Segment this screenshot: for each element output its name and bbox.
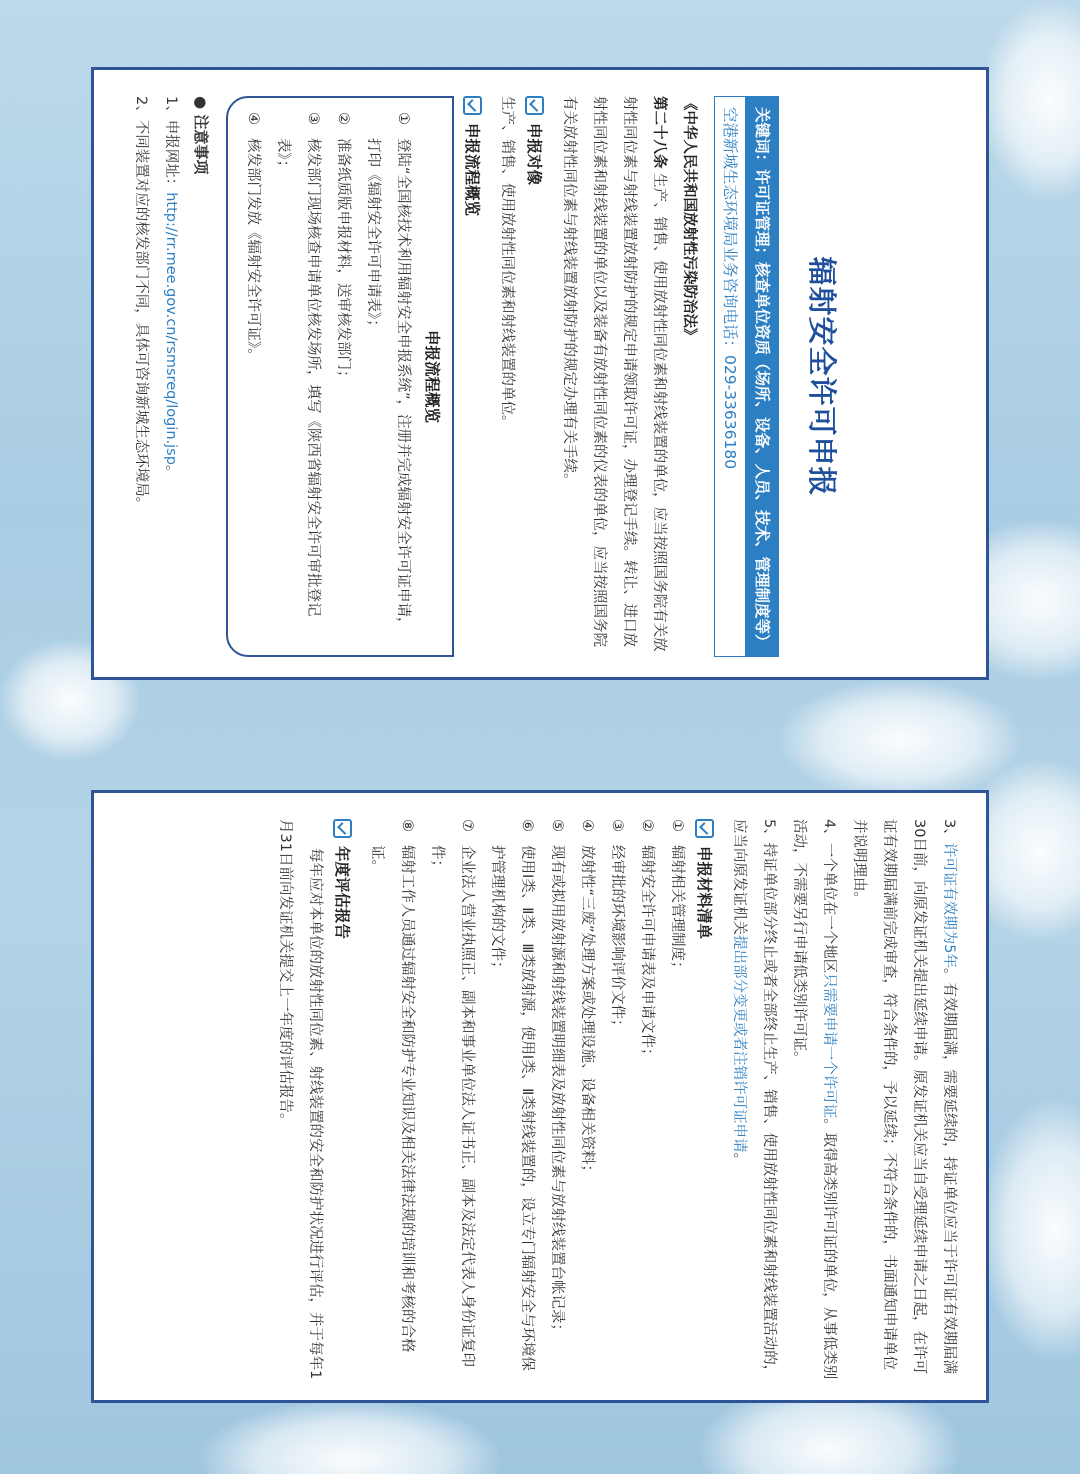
section-target-title: 申报对像 bbox=[525, 123, 543, 186]
p5-text: 5、持证单位部分终止或者全部终止生产、销售、使用放射性同位素和射线装置活动的，应当向原发证机关 bbox=[731, 819, 777, 1380]
material-item bbox=[362, 819, 422, 1380]
material-text: 使用Ⅰ类、Ⅱ类、Ⅲ类放射源，使用Ⅰ类、Ⅱ类射线装置的，设立专门辐射安全与环境保护管理机构的文件； bbox=[489, 845, 535, 1371]
flow-item bbox=[238, 112, 268, 641]
material-num: ① bbox=[669, 819, 685, 832]
material-text: 经审批的环境影响评价文件； bbox=[609, 845, 625, 1034]
section-annual bbox=[332, 819, 354, 1380]
material-num: ⑧ bbox=[399, 819, 415, 832]
p3-text: 。有效期届满，需要延续的，持证单位应当于许可证有效期届满30日前，向原发证机关提出延续申请。原发证机关应当自受理延续申请之日起，在许可证有效期届满前完成审查，符合条件的，予以延续；不符合条件的，书面通知申请单位并说明理由。 bbox=[851, 819, 957, 1374]
section-flow-title: 申报流程概览 bbox=[463, 123, 481, 217]
check-box-icon bbox=[696, 819, 715, 838]
flow-item bbox=[268, 112, 328, 641]
flow-item bbox=[328, 112, 358, 641]
material-item bbox=[482, 819, 542, 1380]
annual-text: 每年应对本单位的放射性同位素、射线装置的安全和防护状况进行评估，并于每年1月31日前向发证机关提交上一年度的评估报告。 bbox=[277, 819, 323, 1380]
note-2: 2、不同装置对应的核发部门不同，具体可咨询新城生态环境局。 bbox=[133, 96, 149, 512]
material-num: ③ bbox=[609, 819, 625, 832]
flow-item-num: ④ bbox=[245, 112, 261, 125]
check-box-icon bbox=[526, 96, 545, 115]
material-text: 辐射安全许可申请表及申请文件； bbox=[639, 845, 655, 1063]
material-item bbox=[632, 819, 662, 1380]
flow-item-num: ② bbox=[335, 112, 351, 125]
check-box-icon bbox=[334, 819, 353, 838]
notes-title: 注意事项 bbox=[192, 114, 210, 175]
flow-box-title: 申报流程概览 bbox=[423, 329, 441, 423]
material-num: ② bbox=[639, 819, 655, 832]
section-materials bbox=[694, 819, 716, 1380]
material-num: ⑥ bbox=[519, 819, 535, 832]
flow-item-num: ① bbox=[395, 112, 411, 125]
material-text: 辐射相关管理制度； bbox=[669, 845, 685, 976]
panel-permit-application bbox=[91, 67, 989, 680]
law-title: 《中华人民共和国放射性污染防治法》 bbox=[681, 96, 697, 343]
p3-highlight: 许可证有效期为5年 bbox=[941, 842, 957, 968]
flow-item-text: 登陆“全国核技术利用辐射安全申报系统”，注册并完成辐射安全许可证申请，打印《辐射安全许可申请表》； bbox=[365, 138, 411, 632]
application-url-link[interactable]: http://rr.mee.gov.cn/rsmsreq/login.jsp bbox=[163, 192, 179, 465]
article-text: 生产、销售、使用放射性同位素和射线装置的单位，应当按照国务院有关放射性同位素与射线装置放射防护的规定申请领取许可证，办理登记手续。转让、进口放射性同位素和射线装置的单位以及装备有放射性同位素的仪表的单位，应当按照国务院有关放射性同位素与射线装置放射防护的规定办理有关手续。 bbox=[561, 96, 667, 652]
material-num: ⑤ bbox=[549, 819, 565, 832]
material-item bbox=[422, 819, 482, 1380]
flow-box bbox=[226, 96, 454, 657]
material-item bbox=[542, 819, 572, 1380]
p4-text: 。取得高类别许可证的单位，从事低类别活动，不需要另行申请低类别许可证。 bbox=[791, 819, 837, 1380]
p5-suffix: 。 bbox=[731, 1152, 747, 1167]
material-text: 企业法人营业执照正、副本和事业单位法人证书正、副本及法定代表人身份证复印件； bbox=[429, 845, 475, 1367]
section-target-text: 生产、销售、使用放射性同位素和射线装置的单位。 bbox=[499, 96, 515, 430]
section-target bbox=[524, 96, 546, 657]
material-item bbox=[662, 819, 692, 1380]
article-label: 第二十八条 bbox=[651, 96, 667, 169]
material-num: ④ bbox=[579, 819, 595, 832]
flow-item-text: 核发部门发放《辐射安全许可证》。 bbox=[245, 138, 261, 363]
flow-item-num: ③ bbox=[305, 112, 321, 125]
material-item bbox=[602, 819, 632, 1380]
section-materials-title: 申报材料清单 bbox=[695, 846, 713, 940]
note-1-prefix: 1、申报网址： bbox=[163, 96, 179, 193]
material-item bbox=[572, 819, 602, 1380]
flow-item-text: 核发部门现场核查申请单位核发场所，填写《陕西省辐射安全许可审批登记表》； bbox=[275, 138, 321, 617]
flow-item-text: 准备纸质版申报材料，送审核发部门； bbox=[335, 138, 351, 385]
panel-permit-details bbox=[91, 790, 989, 1403]
paragraph-5 bbox=[724, 819, 784, 1380]
material-text: 现有或拟用放射源和射线装置明细表及放射性同位素与放射线装置台帐记录； bbox=[549, 845, 565, 1338]
material-text: 放射性“三废”处理方案或处理设施、设备相关资料； bbox=[579, 845, 595, 1180]
flow-item bbox=[358, 112, 418, 641]
note-1-suffix: 。 bbox=[163, 464, 179, 480]
keywords-banner: 关键词：许可证管理；核查单位资质（场所、设备、人员、技术、管理制度等） bbox=[745, 96, 779, 657]
section-flow bbox=[462, 96, 484, 657]
check-box-icon bbox=[464, 96, 483, 115]
section-annual-title: 年度评估报告 bbox=[333, 846, 351, 940]
p5-highlight: 提出部分变更或者注销许可证申请 bbox=[731, 935, 747, 1153]
paragraph-4 bbox=[784, 819, 844, 1380]
page-title: 辐射安全许可申报 bbox=[805, 256, 839, 497]
material-text: 辐射工作人员通过辐射安全和防护专业知识及相关法律法规的培训和考核的合格证。 bbox=[369, 845, 415, 1353]
law-article bbox=[554, 96, 674, 657]
note-1 bbox=[156, 96, 186, 657]
p4-prefix: 4、一个单位在一个地区 bbox=[821, 819, 837, 974]
p4-highlight: 只需要申请一个许可证 bbox=[821, 973, 837, 1119]
notes-heading: ● 注意事项 bbox=[192, 96, 210, 175]
paragraph-3 bbox=[844, 819, 964, 1380]
consult-phone: 空港新城生态环境局业务咨询电话：029-33636180 bbox=[714, 96, 745, 657]
material-num: ⑦ bbox=[459, 819, 475, 832]
p3-num: 3、 bbox=[941, 819, 957, 843]
